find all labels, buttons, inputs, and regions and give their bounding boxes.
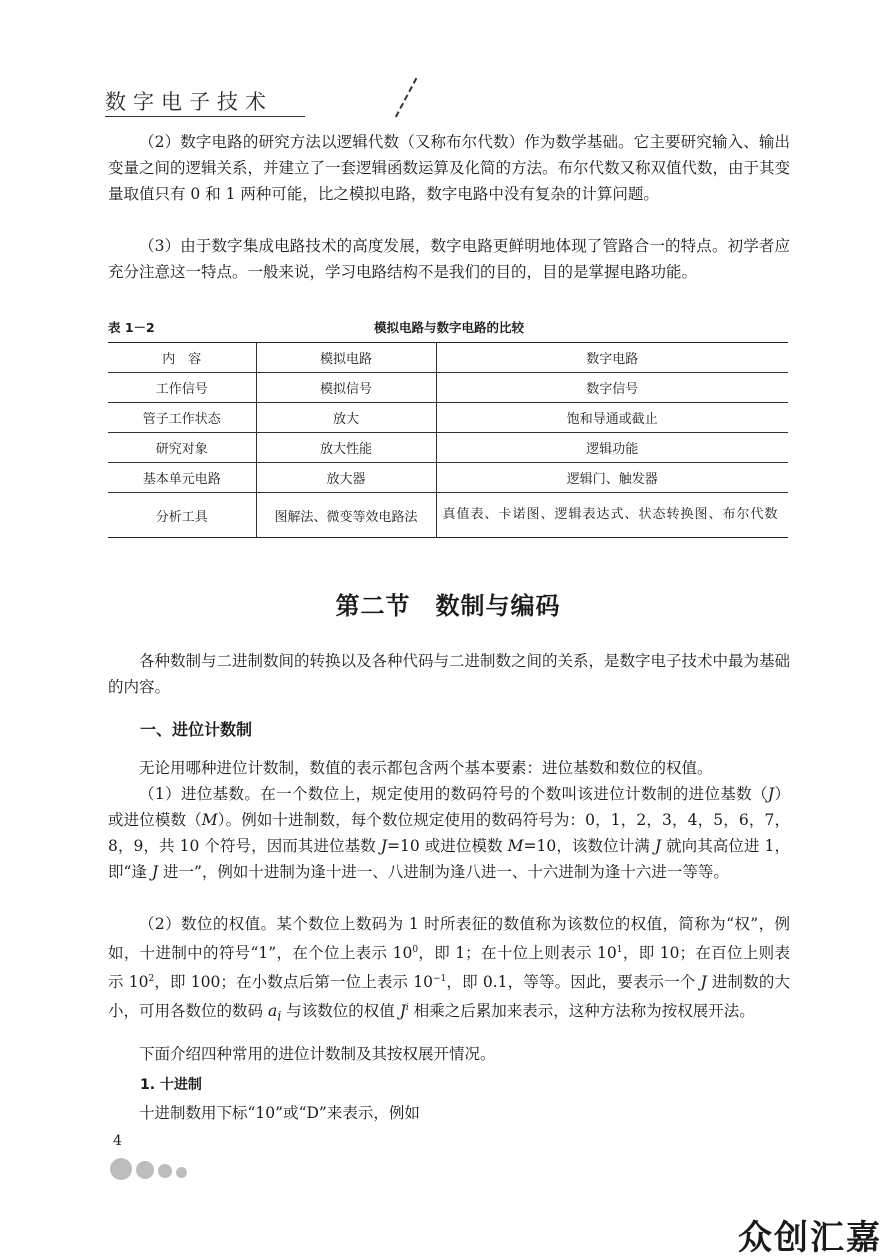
table-row [108, 403, 788, 433]
table-header-cell: 数字电路 [436, 343, 788, 373]
table-cell: 真值表、卡诺图、逻辑表达式、状态转换图、布尔代数 [442, 507, 779, 522]
table-cell: 基本单元电路 [108, 463, 256, 493]
table-cell: 工作信号 [108, 373, 256, 403]
running-header [105, 78, 335, 118]
table-row [108, 463, 788, 493]
table-cell: 逻辑功能 [436, 433, 788, 463]
table-header-cell: 模拟电路 [256, 343, 436, 373]
table-title: 模拟电路与数字电路的比较 [373, 320, 524, 335]
page-number: 4 [113, 1133, 122, 1149]
paragraph-integration: （3）由于数字集成电路技术的高度发展，数字电路更鲜明地体现了管路合一的特点。初学者应充分注意这一特点。一般来说，学习电路结构不是我们的目的，目的是掌握电路功能。 [108, 237, 790, 281]
paragraph-four-systems: 下面介绍四种常用的进位计数制及其按权展开情况。 [139, 1045, 496, 1063]
table-cell: 图解法、微变等效电路法 [256, 493, 436, 538]
table-cell: 研究对象 [108, 433, 256, 463]
paragraph-radix: （1）进位基数。在一个数位上，规定使用的数码符号的个数叫该进位计数制的进位基数（J）或进位模数（M）。例如十进制数，每个数位规定使用的数码符号为：0，1，2，3，4，5，6，7，8，9，共 10 个符号，因而其进位基数 J=10 或进位模数 M=10，该数位计满 J 就向其高位进 1，即“逢 J 进一”，例如十进制为逢十进一、八进制为逢八进一、十六进制为逢十六进一等等。 [108, 785, 790, 881]
table-cell: 分析工具 [108, 493, 256, 538]
table-cell: 放大 [256, 403, 436, 433]
paragraph-weight: （2）数位的权值。某个数位上数码为 1 时所表征的数值称为该数位的权值，简称为“权”，例如，十进制中的符号“1”，在个位上表示 $10^0$，即 1；在十位上则表示 $10^1$，即 10；在百位上则表示 $10^2$，即 100；在小数点后第一位上表示 $10^{-1}$，即 0.1，等等。因此，要表示一个 J 进制数的大小，可用各数位的数码 $a_i$ 与该数位的权值 $J^i$ 相乘之后累加来表示，这种方法称为按权展开法。 [108, 915, 790, 1025]
table-caption [108, 318, 790, 338]
table-cell: 模拟信号 [256, 373, 436, 403]
dot-decoration [110, 1158, 132, 1180]
paragraph-research-method: （2）数字电路的研究方法以逻辑代数（又称布尔代数）作为数学基础。它主要研究输入、输出变量之间的逻辑关系，并建立了一套逻辑函数运算及化简的方法。布尔代数又称双值代数，由于其变量取值只有 0 和 1 两种可能，比之模拟电路，数字电路中没有复杂的计算问题。 [108, 133, 791, 203]
table-cell: 数字信号 [436, 373, 788, 403]
table-row [108, 493, 788, 538]
table-row [108, 373, 788, 403]
header-slash-decoration [395, 78, 419, 119]
table-cell: 逻辑门、触发器 [436, 463, 788, 493]
header-underline [105, 116, 305, 117]
dot-decoration [158, 1164, 172, 1178]
table-cell: 饱和导通或截止 [436, 403, 788, 433]
paragraph-decimal: 十进制数用下标“10”或“D”来表示，例如 [139, 1104, 420, 1122]
table-cell: 放大器 [256, 463, 436, 493]
paragraph-two-elements: 无论用哪种进位计数制，数值的表示都包含两个基本要素：进位基数和数位的权值。 [139, 759, 713, 777]
table-cell: 放大性能 [256, 433, 436, 463]
running-header-title: 数字电子技术 [105, 90, 273, 114]
subheading-positional-notation: 一、进位计数制 [140, 720, 253, 739]
footer-dots-decoration [110, 1158, 210, 1182]
subheading-decimal: 1. 十进制 [140, 1077, 202, 1093]
section-intro: 各种数制与二进制数间的转换以及各种代码与二进制数之间的关系，是数字电子技术中最为基础的内容。 [108, 652, 791, 696]
dot-decoration [136, 1161, 154, 1179]
table-header-cell: 内 容 [108, 343, 256, 373]
dot-decoration [176, 1167, 187, 1178]
table-header-row [108, 343, 788, 373]
table-number: 表 1－2 [108, 320, 155, 335]
section-title: 第二节 数制与编码 [335, 592, 561, 620]
table-cell: 管子工作状态 [108, 403, 256, 433]
watermark-logo: 众创汇嘉 [738, 1218, 882, 1258]
table-row [108, 433, 788, 463]
comparison-table [108, 342, 788, 538]
